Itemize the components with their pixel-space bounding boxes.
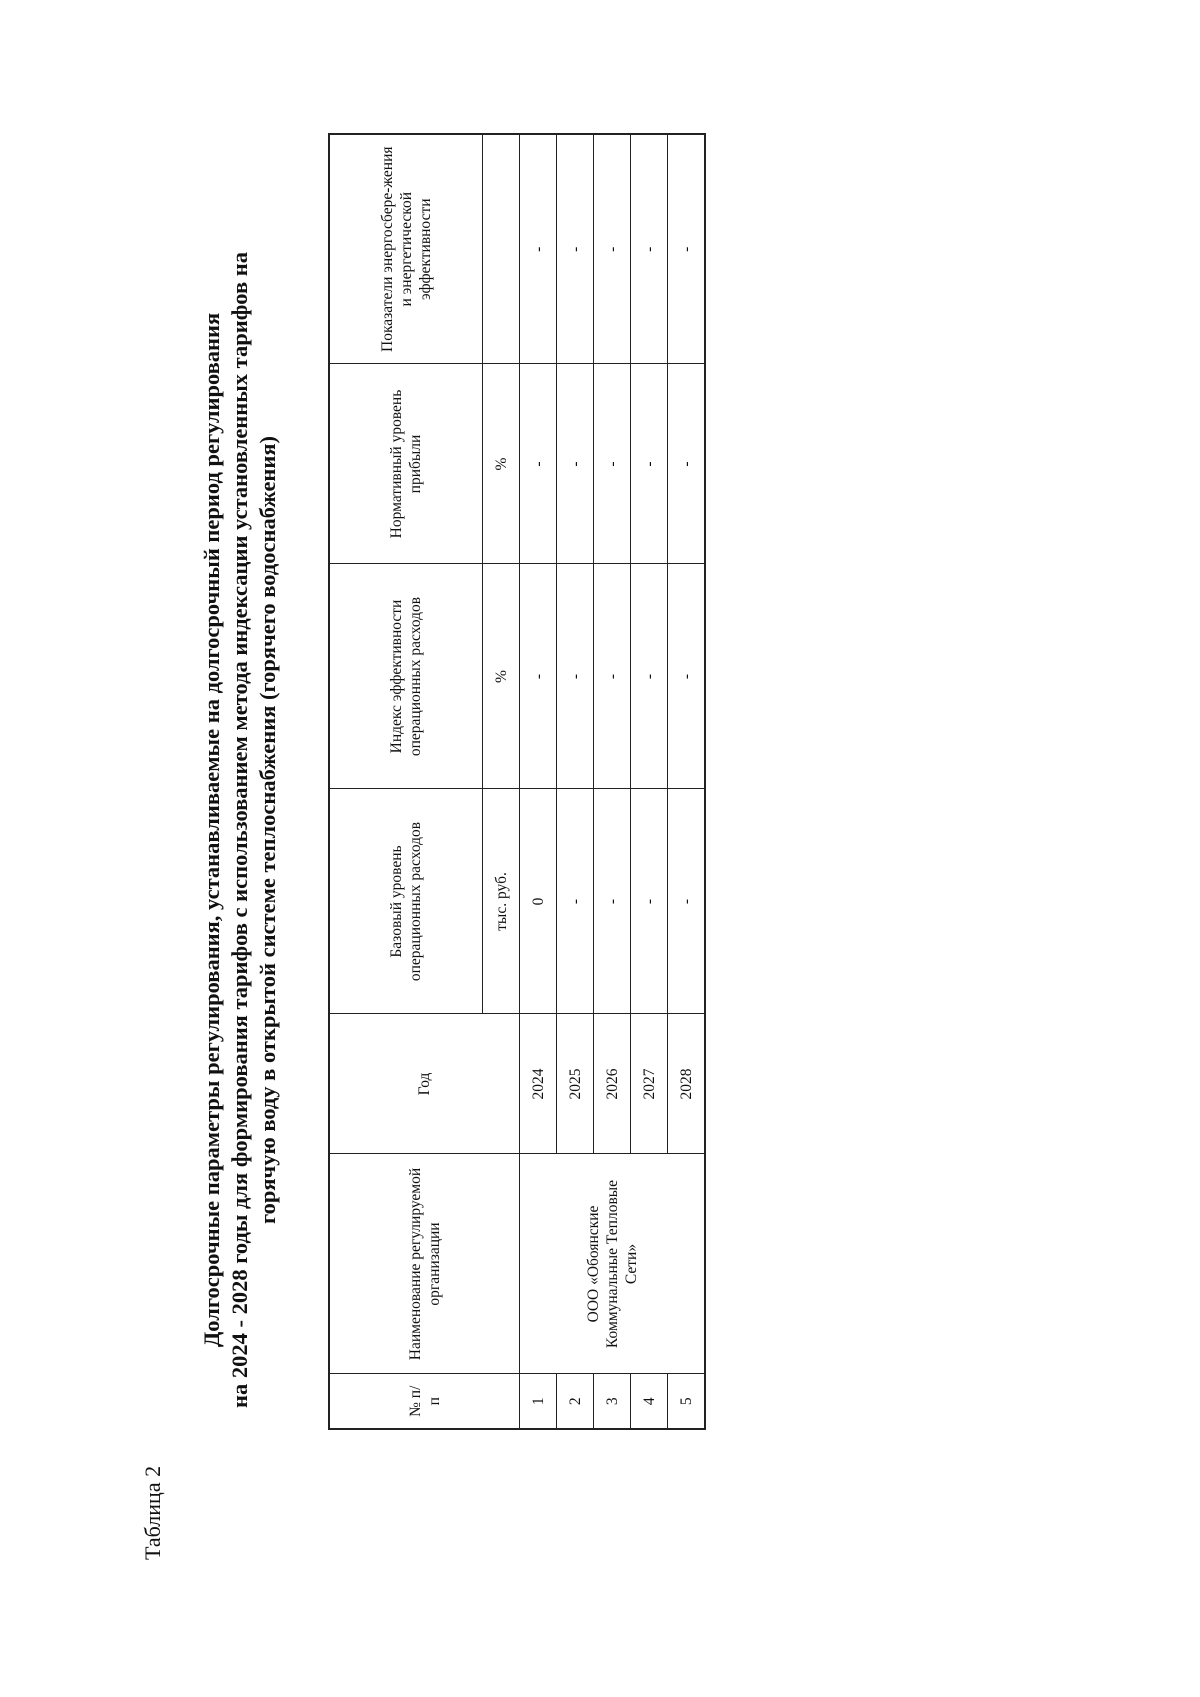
unit-energy-indicators [483,134,520,364]
cell-efficiency-index: - [557,564,594,789]
cell-num: 1 [520,1374,557,1429]
header-row [329,134,483,1429]
cell-year: 2025 [557,1014,594,1154]
cell-year: 2026 [594,1014,631,1154]
cell-energy-indicators: - [594,134,631,364]
table-row [520,134,557,1429]
header-energy-indicators: Показатели энергосбере-жения и энергетической эффективности [329,134,483,364]
cell-efficiency-index: - [631,564,668,789]
cell-base-level: - [631,789,668,1014]
cell-num: 4 [631,1374,668,1429]
cell-base-level: - [594,789,631,1014]
cell-base-level: - [668,789,706,1014]
header-profit-level: Нормативный уровень прибыли [329,364,483,564]
cell-base-level: - [557,789,594,1014]
table-caption: Таблица 2 [140,1465,165,1560]
cell-energy-indicators: - [668,134,706,364]
cell-year: 2027 [631,1014,668,1154]
cell-num: 5 [668,1374,706,1429]
cell-profit-level: - [631,364,668,564]
cell-base-level: 0 [520,789,557,1014]
cell-profit-level: - [594,364,631,564]
cell-energy-indicators: - [520,134,557,364]
cell-profit-level: - [557,364,594,564]
cell-num: 3 [594,1374,631,1429]
cell-energy-indicators: - [631,134,668,364]
document-title [198,100,282,1560]
rotated-page [140,100,800,1560]
header-num: № п/п [329,1374,520,1429]
header-organization: Наименование регулируемой организации [329,1154,520,1374]
cell-efficiency-index: - [520,564,557,789]
header-base-level: Базовый уровень операционных расходов [329,789,483,1014]
cell-efficiency-index: - [668,564,706,789]
cell-profit-level: - [668,364,706,564]
title-line-1: Долгосрочные параметры регулирования, устанавливаемые на долгосрочный период регулирования [199,312,224,1348]
parameters-table [328,133,706,1430]
cell-year: 2024 [520,1014,557,1154]
cell-num: 2 [557,1374,594,1429]
cell-profit-level: - [520,364,557,564]
cell-year: 2028 [668,1014,706,1154]
cell-energy-indicators: - [557,134,594,364]
cell-efficiency-index: - [594,564,631,789]
header-year: Год [329,1014,520,1154]
unit-base-level: тыс. руб. [483,789,520,1014]
cell-organization: ООО «Обоянские Коммунальные Тепловые Сети» [520,1154,706,1374]
title-line-3: горячую воду в открытой системе теплоснабжения (горячего водоснабжения) [255,435,280,1225]
unit-efficiency-index: % [483,564,520,789]
title-line-2: на 2024 - 2028 годы для формирования тарифов с использованием метода индексации установленных тарифов на [227,252,252,1408]
unit-profit-level: % [483,364,520,564]
header-efficiency-index: Индекс эффективности операционных расходов [329,564,483,789]
